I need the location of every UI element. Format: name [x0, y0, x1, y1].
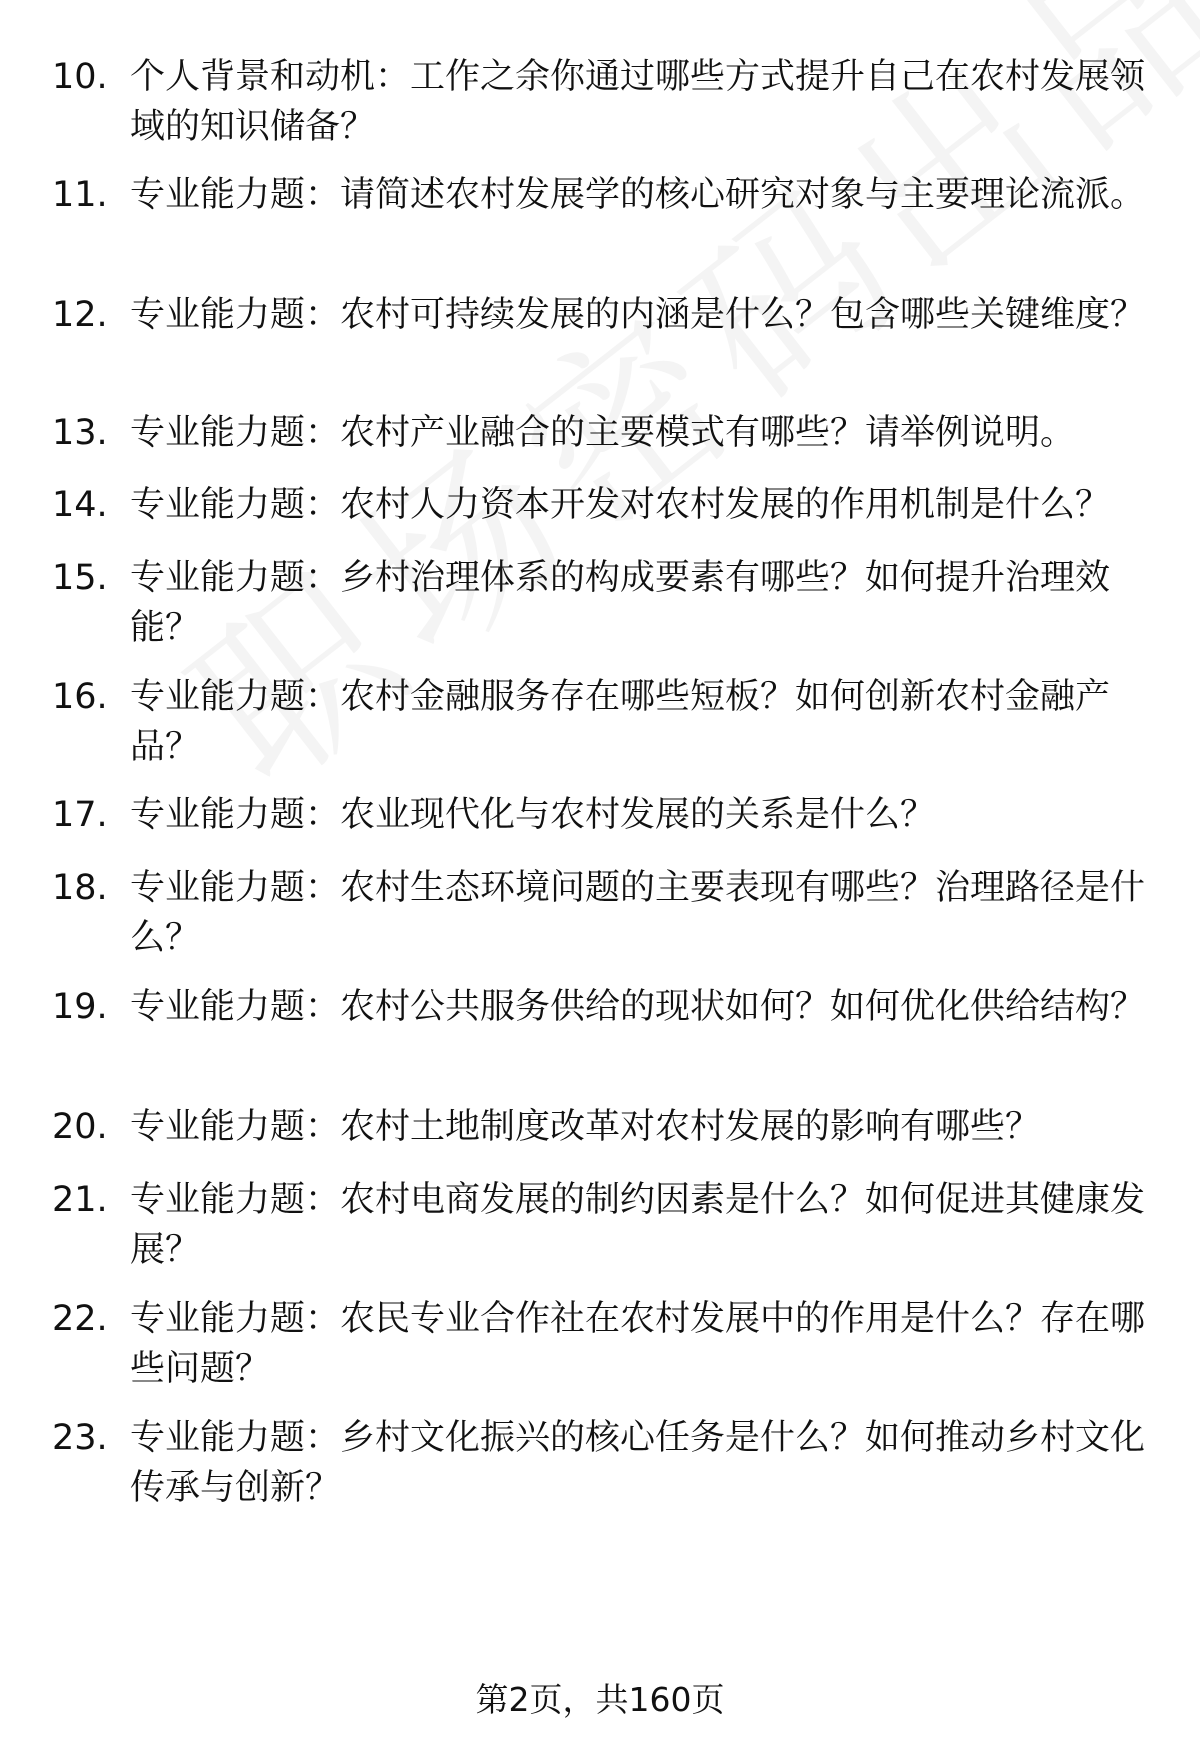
question-text: 专业能力题：请简述农村发展学的核心研究对象与主要理论流派。 [130, 175, 1146, 215]
question-number: 10. [52, 57, 108, 97]
question-text: 专业能力题：农村公共服务供给的现状如何？如何优化供给结构？ [130, 987, 1146, 1027]
question-number: 23. [52, 1418, 108, 1458]
question-number: 20. [52, 1107, 108, 1147]
question-item [52, 1413, 1152, 1513]
question-text: 专业能力题：农村人力资本开发对农村发展的作用机制是什么？ [130, 485, 1111, 525]
question-item [52, 480, 1152, 530]
question-number: 14. [52, 485, 108, 525]
question-text: 专业能力题：农村金融服务存在哪些短板？如何创新农村金融产品？ [130, 677, 1111, 767]
question-text: 专业能力题：农村生态环境问题的主要表现有哪些？治理路径是什么？ [130, 868, 1146, 958]
question-text: 个人背景和动机：工作之余你通过哪些方式提升自己在农村发展领域的知识储备？ [130, 57, 1146, 147]
question-item [52, 1175, 1152, 1275]
question-item [52, 790, 1152, 840]
question-number: 12. [52, 295, 108, 335]
question-number: 11. [52, 175, 108, 215]
question-text: 专业能力题：乡村文化振兴的核心任务是什么？如何推动乡村文化传承与创新？ [130, 1418, 1146, 1508]
question-number: 22. [52, 1299, 108, 1339]
page-footer: 第2页，共160页 [475, 1680, 725, 1719]
question-item [52, 52, 1152, 152]
question-text: 专业能力题：农村可持续发展的内涵是什么？包含哪些关键维度？ [130, 295, 1146, 335]
question-text: 专业能力题：乡村治理体系的构成要素有哪些？如何提升治理效能？ [130, 558, 1111, 648]
question-item [52, 553, 1152, 653]
question-number: 17. [52, 795, 108, 835]
question-number: 18. [52, 868, 108, 908]
question-item [52, 982, 1152, 1032]
question-number: 19. [52, 987, 108, 1027]
question-text: 专业能力题：农村电商发展的制约因素是什么？如何促进其健康发展？ [130, 1180, 1146, 1270]
question-item [52, 170, 1152, 220]
question-text: 专业能力题：农民专业合作社在农村发展中的作用是什么？存在哪些问题？ [130, 1299, 1146, 1389]
question-text: 专业能力题：农村产业融合的主要模式有哪些？请举例说明。 [130, 413, 1076, 453]
question-number: 15. [52, 558, 108, 598]
question-item [52, 408, 1152, 458]
question-item [52, 672, 1152, 772]
question-item [52, 1294, 1152, 1394]
question-number: 21. [52, 1180, 108, 1220]
question-number: 13. [52, 413, 108, 453]
question-number: 16. [52, 677, 108, 717]
question-text: 专业能力题：农业现代化与农村发展的关系是什么？ [130, 795, 936, 835]
question-text: 专业能力题：农村土地制度改革对农村发展的影响有哪些？ [130, 1107, 1041, 1147]
question-item [52, 863, 1152, 963]
question-item [52, 290, 1152, 340]
question-item [52, 1102, 1152, 1152]
